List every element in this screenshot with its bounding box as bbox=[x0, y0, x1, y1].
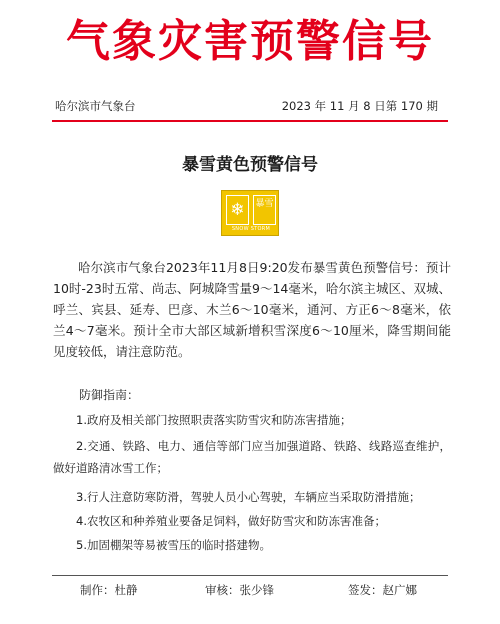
signal-label-panel bbox=[253, 195, 276, 225]
masthead-title: 气象灾害预警信号 bbox=[66, 16, 434, 67]
issue-date: 2023 年 11 月 8 日第 170 期 bbox=[281, 99, 438, 113]
measures-heading: 防御指南： bbox=[79, 388, 140, 402]
measure-item: 3.行人注意防寒防滑，驾驶人员小心驾驶，车辆应当采取防滑措施； bbox=[76, 490, 421, 504]
document-title: 暴雪黄色预警信号 bbox=[182, 155, 318, 175]
signal-label-en: SNOW STORM bbox=[231, 226, 271, 232]
issued-by: 签发：赵广娜 bbox=[348, 583, 417, 597]
snowflake-icon: ❄ bbox=[230, 200, 245, 220]
measure-item: 4.农牧区和种养殖业要备足饲料，做好防雪灾和防冻害准备； bbox=[76, 514, 386, 528]
warning-body-text: 哈尔滨市气象台2023年11月8日9:20发布暴雪黄色预警信号：预计10时-23时五常、尚志、阿城降雪量9～14毫米，哈尔滨主城区、双城、呼兰、宾县、延寿、巴彦、木兰6～10毫米，通河、方正6～8毫米，依兰4～7毫米。预计全市大部区域新增积雪深度6～10厘米，降雪期间能见度较低，请注意防范。 bbox=[53, 260, 451, 359]
reviewed-by: 审核：张少锋 bbox=[205, 583, 274, 597]
measure-item: 2.交通、铁路、电力、通信等部门应当加强道路、铁路、线路巡查维护，做好道路清冰雪工作； bbox=[53, 439, 451, 475]
signal-label-cn: 暴雪 bbox=[255, 199, 274, 209]
header-divider bbox=[52, 120, 448, 122]
footer-divider bbox=[52, 575, 448, 576]
issuer-name: 哈尔滨市气象台 bbox=[55, 99, 136, 113]
snowflake-panel bbox=[226, 195, 249, 225]
measure-item: 5.加固棚架等易被雪压的临时搭建物。 bbox=[76, 538, 271, 552]
made-by: 制作：杜静 bbox=[80, 583, 138, 597]
blizzard-yellow-signal-icon bbox=[221, 190, 279, 236]
measure-item: 1.政府及相关部门按照职责落实防雪灾和防冻害措施； bbox=[76, 413, 352, 427]
